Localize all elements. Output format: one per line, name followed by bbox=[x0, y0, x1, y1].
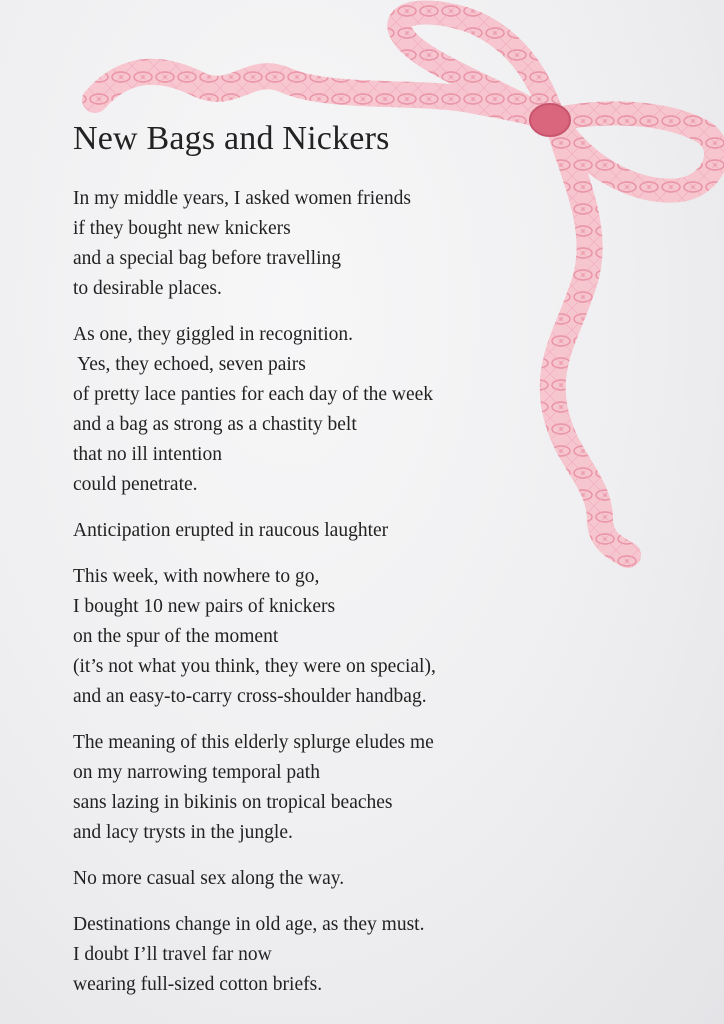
poem-line: In my middle years, I asked women friends bbox=[73, 188, 411, 209]
poem-line: As one, they giggled in recognition. bbox=[73, 324, 353, 345]
poem-line: and a bag as strong as a chastity belt bbox=[73, 414, 357, 435]
stanza bbox=[73, 562, 693, 712]
poem-body bbox=[73, 184, 693, 1000]
poem-line: Yes, they echoed, seven pairs bbox=[73, 354, 306, 375]
poem-line: and a special bag before travelling bbox=[73, 248, 342, 269]
poem-line: The meaning of this elderly splurge eludes me bbox=[73, 732, 434, 753]
poem-line: and an easy-to-carry cross-shoulder handbag. bbox=[73, 686, 427, 707]
stanza bbox=[73, 910, 693, 1000]
poem-title: New Bags and Nickers bbox=[73, 120, 390, 157]
poem-line: I bought 10 new pairs of knickers bbox=[73, 596, 336, 617]
stanza bbox=[73, 320, 693, 500]
stanza bbox=[73, 864, 693, 894]
poem-line: I doubt I’ll travel far now bbox=[73, 944, 272, 965]
poem-line: could penetrate. bbox=[73, 474, 198, 495]
poem-line: on my narrowing temporal path bbox=[73, 762, 320, 783]
poem-line: if they bought new knickers bbox=[73, 218, 291, 239]
poem bbox=[73, 120, 693, 1016]
stanza bbox=[73, 184, 693, 304]
poem-line: that no ill intention bbox=[73, 444, 222, 465]
poem-line: No more casual sex along the way. bbox=[73, 868, 345, 889]
stanza bbox=[73, 728, 693, 848]
poem-line: wearing full-sized cotton briefs. bbox=[73, 974, 323, 995]
poem-line: to desirable places. bbox=[73, 278, 222, 299]
poem-line: of pretty lace panties for each day of the week bbox=[73, 384, 434, 405]
poem-line: and lacy trysts in the jungle. bbox=[73, 822, 293, 843]
stanza bbox=[73, 516, 693, 546]
poem-line: on the spur of the moment bbox=[73, 626, 279, 647]
poem-line: This week, with nowhere to go, bbox=[73, 566, 320, 587]
poem-line: Destinations change in old age, as they must. bbox=[73, 914, 425, 935]
poem-line: Anticipation erupted in raucous laughter bbox=[73, 520, 389, 541]
poem-line: (it’s not what you think, they were on special), bbox=[73, 656, 436, 677]
poem-line: sans lazing in bikinis on tropical beaches bbox=[73, 792, 393, 813]
